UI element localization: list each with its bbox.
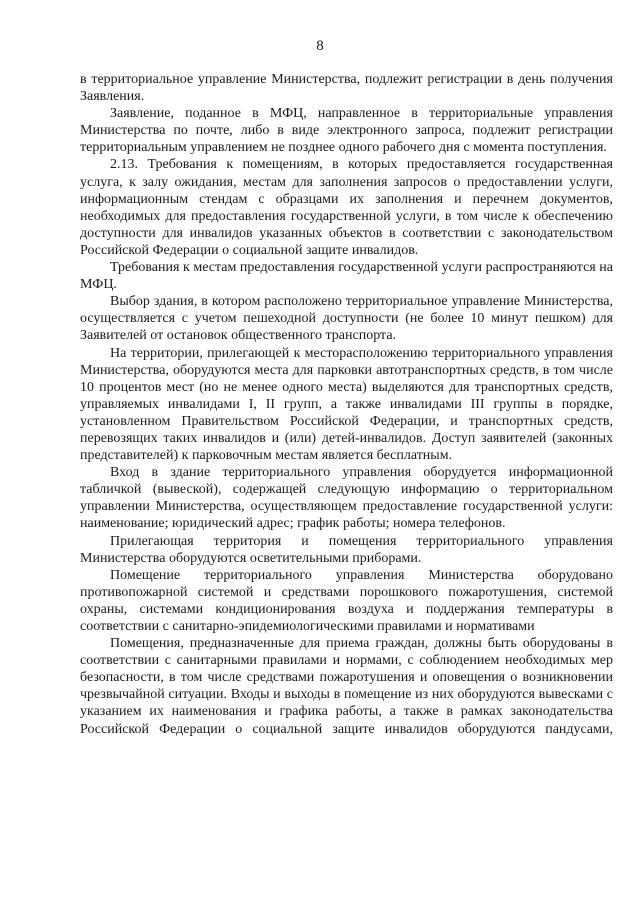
paragraph-fire-safety: Помещение территориального управления Министерства оборудовано противопожарной системой и средствами порошкового пожаротушения, системой охраны, системами кондиционирования воздуха и поддержания температуры в соответствии с санитарно-эпидемиологическими правилами и нормативами (80, 567, 613, 634)
paragraph-parking: На территории, прилегающей к месторасположению территориального управления Министерства, оборудуются места для парковки автотранспортных средств, в том числе 10 процентов мест (но не менее одного места) выделяются для транспортных средств, управляемых инвалидами I, II групп, а также инвалидами III группы в порядке, установленном Правительством Российской Федерации, и транспортных средств, перевозящих таких инвалидов и (или) детей-инвалидов. Доступ заявителей (законных представителей) к парковочным местам является бесплатным. (80, 345, 613, 464)
document-body (80, 71, 613, 738)
paragraph-reception-rooms: Помещения, предназначенные для приема граждан, должны быть оборудованы в соответствии с санитарными правилами и нормами, с соблюдением необходимых мер безопасности, в том числе средствами пожаротушения и оповещения о возникновении чрезвычайной ситуации. Входы и выходы в помещение из них оборудуются вывесками с указанием их наименования и графика работы, а также в рамках законодательства Российской Федерации о социальной защите инвалидов оборудуются пандусами, (80, 636, 613, 737)
paragraph-mfc-application: Заявление, поданное в МФЦ, направленное в территориальные управления Министерства по почте, либо в виде электронного запроса, подлежит регистрации территориальным управлением не позднее одного рабочего дня с момента поступления. (80, 106, 613, 156)
paragraph-registration-continuation: в территориальное управление Министерства, подлежит регистрации в день получения Заявления. (80, 72, 613, 105)
paragraph-building-choice: Выбор здания, в котором расположено территориальное управление Министерства, осуществляется с учетом пешеходной доступности (не более 10 минут пешком) для Заявителей от остановок общественного транспорта. (80, 294, 613, 344)
page-number: 8 (316, 38, 324, 54)
paragraph-entrance-sign: Вход в здание территориального управления оборудуется информационной табличкой (вывеской), содержащей следующую информацию о территориальном управлении Министерства, осуществляющем предоставление государственной услуги: наименование; юридический адрес; график работы; номера телефонов. (80, 465, 613, 532)
paragraph-lighting: Прилегающая территория и помещения территориального управления Министерства оборудуются осветительными приборами. (80, 533, 613, 566)
paragraph-section-2-13: 2.13. Требования к помещениям, в которых предоставляется государственная услуга, к залу ожидания, местам для заполнения запросов о предоставлении услуги, информационным стендам с образцами их заполнения и перечнем документов, необходимых для предоставления государственной услуги, в том числе к обеспечению доступности для инвалидов указанных объектов в соответствии с законодательством Российской Федерации о социальной защите инвалидов. (80, 157, 613, 258)
paragraph-requirements-mfc: Требования к местам предоставления государственной услуги распространяются на МФЦ. (80, 260, 613, 293)
